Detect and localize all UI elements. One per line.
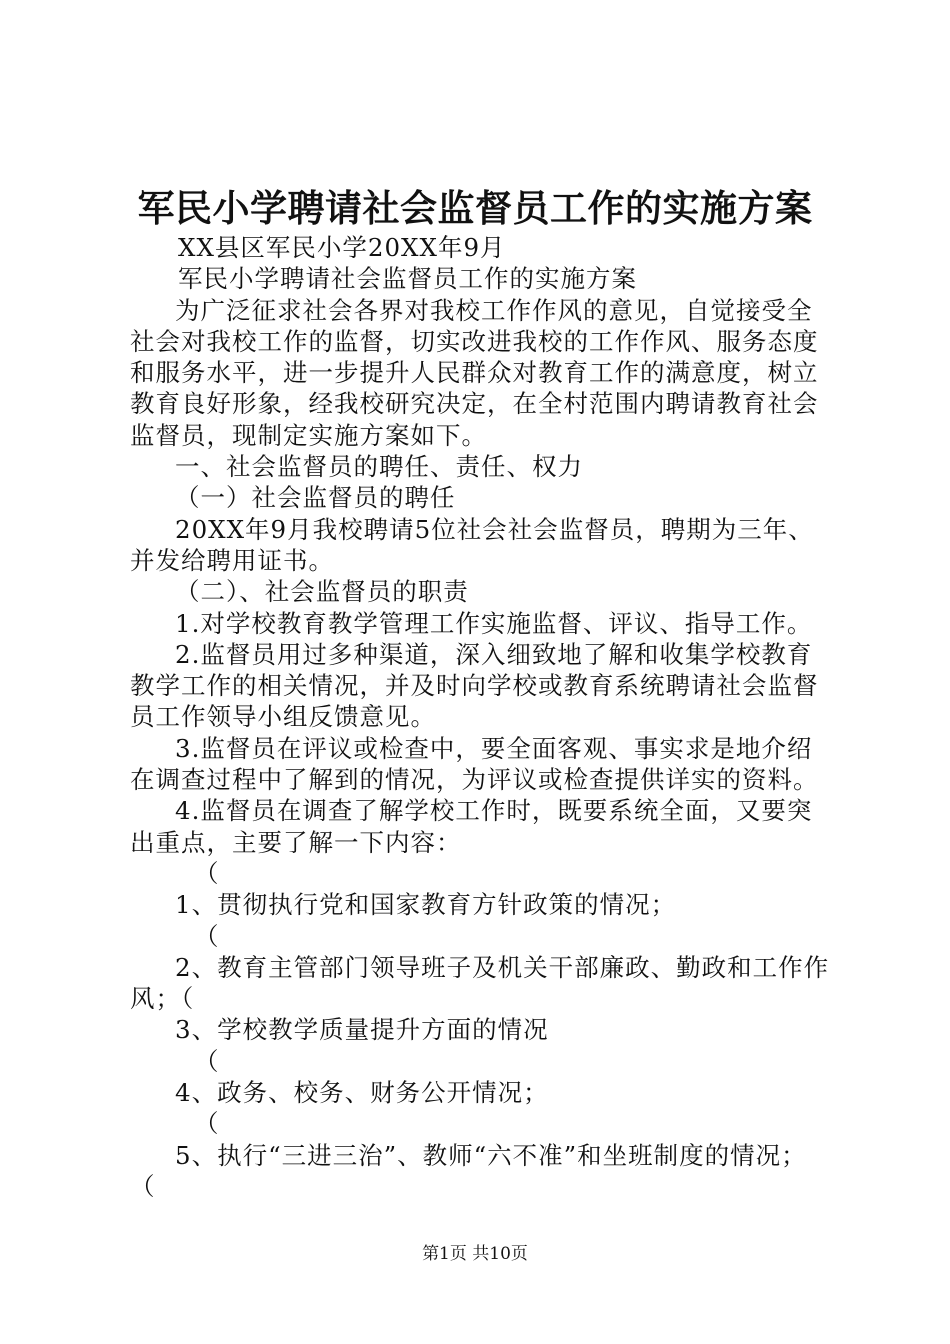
subsection-heading: （二）、社会监督员的职责 — [175, 577, 469, 607]
list-item-line: 4、政务、校务、财务公开情况； — [175, 1078, 549, 1108]
paragraph-line: 和服务水平，进一步提升人民群众对教育工作的满意度，树立 — [130, 358, 819, 388]
paragraph-line: 风；（ — [130, 984, 195, 1014]
document-body — [130, 232, 840, 1202]
paragraph-line: 监督员，现制定实施方案如下。 — [130, 420, 487, 450]
paragraph-line: 为广泛征求社会各界对我校工作作风的意见，自觉接受全 — [175, 295, 813, 325]
paragraph-line: 出重点，主要了解一下内容： — [130, 827, 462, 857]
paragraph-line: 在调查过程中了解到的情况，为评议或检查提供详实的资料。 — [130, 765, 819, 795]
open-paren-line: （ — [194, 1109, 220, 1139]
paragraph-line: 教育良好形象，经我校研究决定，在全村范围内聘请教育社会 — [130, 389, 819, 419]
list-item-line: 2.监督员用过多种渠道，深入细致地了解和收集学校教育 — [175, 639, 813, 669]
paragraph-line: 教学工作的相关情况，并及时向学校或教育系统聘请社会监督 — [130, 671, 819, 701]
open-paren-line: （ — [194, 858, 220, 888]
paragraph-line: 并发给聘用证书。 — [130, 545, 334, 575]
list-item-line: 1.对学校教育教学管理工作实施监督、评议、指导工作。 — [175, 608, 813, 638]
page-footer: 第1页 共10页 — [422, 1244, 528, 1264]
paragraph-line: 社会对我校工作的监督，切实改进我校的工作作风、服务态度 — [130, 326, 819, 356]
paragraph-line: 员工作领导小组反馈意见。 — [130, 702, 436, 732]
list-item-line: 3、学校教学质量提升方面的情况 — [175, 1015, 549, 1045]
document-title: 军民小学聘请社会监督员工作的实施方案 — [137, 186, 813, 230]
list-item-line: 4.监督员在调查了解学校工作时，既要系统全面，又要突 — [175, 796, 813, 826]
subsection-heading: （一）社会监督员的聘任 — [175, 483, 456, 513]
open-paren-line: （ — [130, 1171, 156, 1201]
open-paren-line: （ — [194, 921, 220, 951]
paragraph-line: 20XX年9月我校聘请5位社会社会监督员，聘期为三年、 — [175, 514, 814, 544]
list-item-line: 2、教育主管部门领导班子及机关干部廉政、勤政和工作作 — [175, 952, 830, 982]
list-item-line: 1、贯彻执行党和国家教育方针政策的情况； — [175, 890, 677, 920]
list-item-line: 5、执行“三进三治”、教师“六不准”和坐班制度的情况； — [175, 1140, 807, 1170]
section-heading: 一、社会监督员的聘任、责任、权力 — [175, 452, 583, 482]
open-paren-line: （ — [194, 1046, 220, 1076]
list-item-line: 3.监督员在评议或检查中，要全面客观、事实求是地介绍 — [175, 733, 813, 763]
subtitle-repeat-title: 军民小学聘请社会监督员工作的实施方案 — [178, 264, 637, 294]
subtitle-date-line: XX县区军民小学20XX年9月 — [178, 233, 506, 262]
